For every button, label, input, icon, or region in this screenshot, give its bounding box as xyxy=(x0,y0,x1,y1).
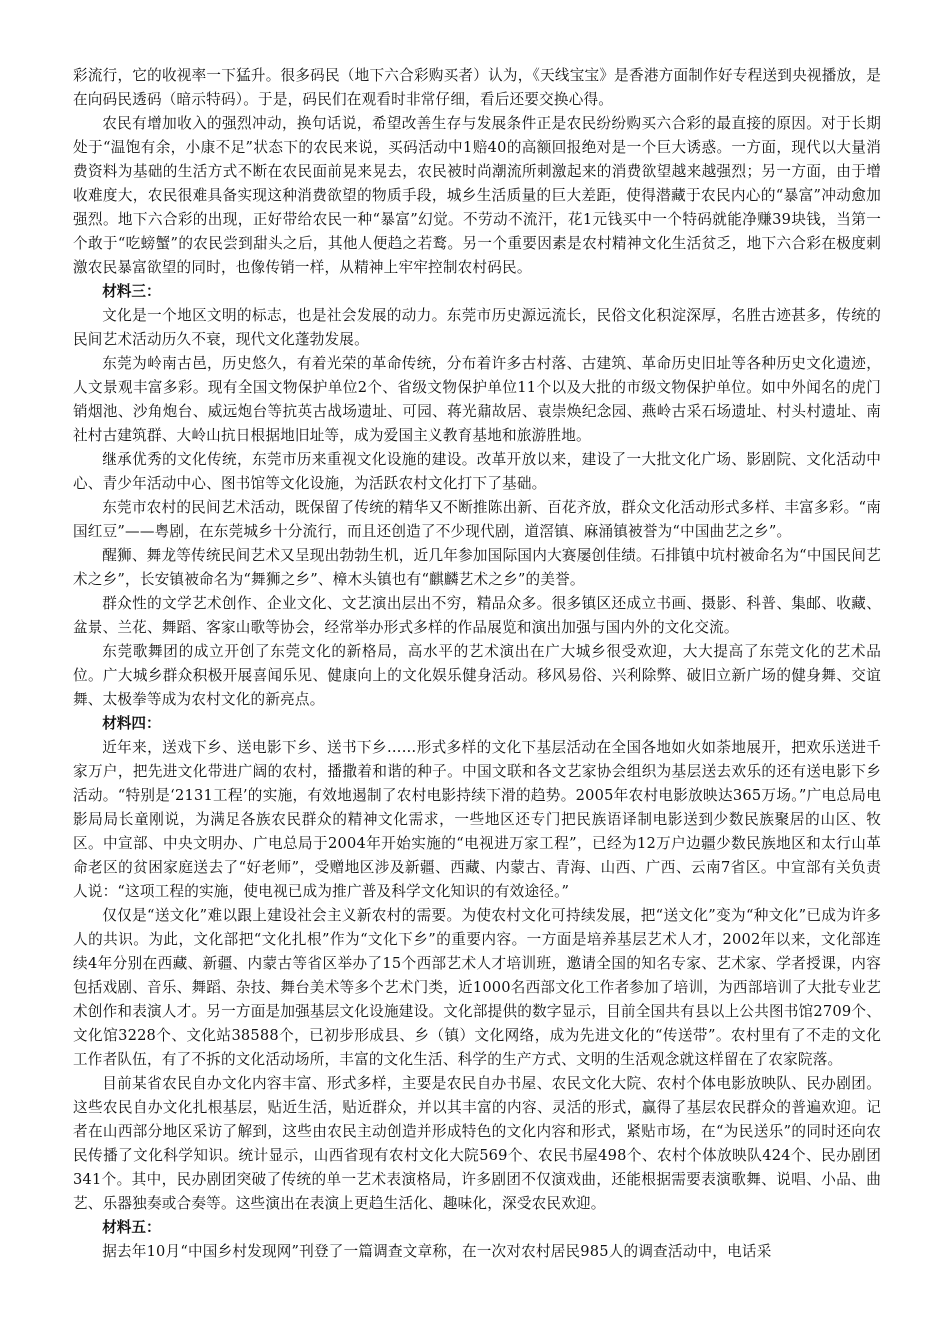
paragraph: 仅仅是“送文化”难以跟上建设社会主义新农村的需要。为使农村文化可持续发展，把“送文化”变为“种文化”已成为许多人的共识。为此，文化部把“文化扎根”作为“文化下乡”的重要内容。一方面是培养基层艺术人才，2002年以来，文化部连续4年分别在西藏、新疆、内蒙古等省区举办了15个西部艺术人才培训班，邀请全国的知名专家、艺术家、学者授课，内容包括戏剧、音乐、舞蹈、杂技、舞台美术等多个艺术门类，近1000名西部文化工作者参加了培训，为西部培训了大批专业艺术创作和表演人才。另一方面是加强基层文化设施建设。文化部提供的数字显示，目前全国共有县以上公共图书馆2709个、文化馆3228个、文化站38588个，已初步形成县、乡（镇）文化网络，成为先进文化的“传送带”。农村里有了不走的文化工作者队伍，有了不拆的文化活动场所，丰富的文化生活、科学的生产方式、文明的生活观念就这样留在了农家院落。 xyxy=(73,907,881,1068)
paragraph: 醒狮、舞龙等传统民间艺术又呈现出勃勃生机，近几年参加国际国内大赛屡创佳绩。石排镇中坑村被命名为“中国民间艺术之乡”，长安镇被命名为“舞狮之乡”、樟木头镇也有“麒麟艺术之乡”的美誉。 xyxy=(73,547,881,588)
paragraph: 东莞市农村的民间艺术活动，既保留了传统的精华又不断推陈出新、百花齐放，群众文化活动形式多样、丰富多彩。“南国红豆”——粤剧，在东莞城乡十分流行，而且还创造了不少现代剧，道滘镇、麻涌镇被誉为“中国曲艺之乡”。 xyxy=(73,499,881,540)
document-page xyxy=(73,64,881,1264)
paragraph: 农民有增加收入的强烈冲动，换句话说，希望改善生存与发展条件正是农民纷纷购买六合彩的最直接的原因。对于长期处于“温饱有余，小康不足”状态下的农民来说，买码活动中1赔40的高额回报绝对是一个巨大诱惑。一方面，现代以大量消费资料为基础的生活方式不断在农民面前晃来晃去，农民被时尚潮流所刺激起来的消费欲望越来越强烈；另一方面，由于增收难度大，农民很难具备实现这种消费欲望的物质手段，城乡生活质量的巨大差距，使得潜藏于农民内心的“暴富”冲动愈加强烈。地下六合彩的出现，正好带给农民一种“暴富”幻觉。不劳动不流汗，花1元钱买中一个特码就能净赚39块钱，当第一个敢于“吃螃蟹”的农民尝到甜头之后，其他人便趋之若鹜。另一个重要因素是农村精神文化生活贫乏，地下六合彩在极度刺激农民暴富欲望的同时，也像传销一样，从精神上牢牢控制农村码民。 xyxy=(73,115,881,276)
section-heading-material-3: 材料三： xyxy=(102,283,161,300)
paragraph: 东莞为岭南古邑，历史悠久，有着光荣的革命传统，分布着许多古村落、古建筑、革命历史旧址等各种历史文化遗迹，人文景观丰富多彩。现有全国文物保护单位2个、省级文物保护单位11个以及大批的市级文物保护单位。如中外闻名的虎门销烟池、沙角炮台、威远炮台等抗英古战场遗址、可园、蒋光鼐故居、袁崇焕纪念园、燕岭古采石场遗址、村头村遗址、南社村古建筑群、大岭山抗日根据地旧址等，成为爱国主义教育基地和旅游胜地。 xyxy=(73,355,881,444)
paragraph: 继承优秀的文化传统，东莞市历来重视文化设施的建设。改革开放以来，建设了一大批文化广场、影剧院、文化活动中心、青少年活动中心、图书馆等文化设施，为活跃农村文化打下了基础。 xyxy=(73,451,881,492)
paragraph: 据去年10月“中国乡村发现网”刊登了一篇调查文章称，在一次对农村居民985人的调查活动中，电话采 xyxy=(102,1243,772,1260)
paragraph: 目前某省农民自办文化内容丰富、形式多样，主要是农民自办书屋、农民文化大院、农村个体电影放映队、民办剧团。这些农民自办文化扎根基层，贴近生活，贴近群众，并以其丰富的内容、灵活的形式，赢得了基层农民群众的普遍欢迎。记者在山西部分地区采访了解到，这些由农民主动创造并形成特色的文化内容和形式，紧贴市场，在“为民送乐”的同时还向农民传播了文化科学知识。统计显示，山西省现有农村文化大院569个、农民书屋498个、农村个体放映队424个、民办剧团341个。其中，民办剧团突破了传统的单一艺术表演格局，许多剧团不仅演戏曲，还能根据需要表演歌舞、说唱、小品、曲艺、乐器独奏或合奏等。这些演出在表演上更趋生活化、趣味化，深受农民欢迎。 xyxy=(73,1075,881,1212)
section-heading-material-4: 材料四： xyxy=(102,715,161,732)
paragraph: 东莞歌舞团的成立开创了东莞文化的新格局，高水平的艺术演出在广大城乡很受欢迎，大大提高了东莞文化的艺术品位。广大城乡群众积极开展喜闻乐见、健康向上的文化娱乐健身活动。移风易俗、兴利除弊、破旧立新广场的健身舞、交谊舞、太极拳等成为农村文化的新亮点。 xyxy=(73,643,881,708)
section-heading-material-5: 材料五： xyxy=(102,1219,161,1236)
paragraph: 文化是一个地区文明的标志，也是社会发展的动力。东莞市历史源远流长，民俗文化积淀深厚，名胜古迹甚多，传统的民间艺术活动历久不衰，现代文化蓬勃发展。 xyxy=(73,307,881,348)
paragraph: 群众性的文学艺术创作、企业文化、文艺演出层出不穷，精品众多。很多镇区还成立书画、摄影、科普、集邮、收藏、盆景、兰花、舞蹈、客家山歌等协会，经常举办形式多样的作品展览和演出加强与国内外的文化交流。 xyxy=(73,595,881,636)
paragraph: 近年来，送戏下乡、送电影下乡、送书下乡……形式多样的文化下基层活动在全国各地如火如荼地展开，把欢乐送进千家万户，把先进文化带进广阔的农村，播撒着和谐的种子。中国文联和各文艺家协会组织为基层送去欢乐的还有送电影下乡活动。“特别是‘2131工程’的实施，有效地遏制了农村电影持续下滑的趋势。2005年农村电影放映达365万场。”广电总局电影局局长童刚说，为满足各族农民群众的精神文化需求，一些地区还专门把民族语译制电影送到少数民族聚居的山区、牧区。中宣部、中央文明办、广电总局于2004年开始实施的“电视进万家工程”，已经为12万户边疆少数民族地区和太行山革命老区的贫困家庭送去了“好老师”，受赠地区涉及新疆、西藏、内蒙古、青海、山西、广西、云南7省区。中宣部有关负责人说：“这项工程的实施，使电视已成为推广普及科学文化知识的有效途径。” xyxy=(73,739,881,900)
paragraph-continued: 彩流行，它的收视率一下猛升。很多码民（地下六合彩购买者）认为，《天线宝宝》是香港方面制作好专程送到央视播放，是在向码民透码（暗示特码）。于是，码民们在观看时非常仔细，看后还要交换心得。 xyxy=(73,67,881,108)
